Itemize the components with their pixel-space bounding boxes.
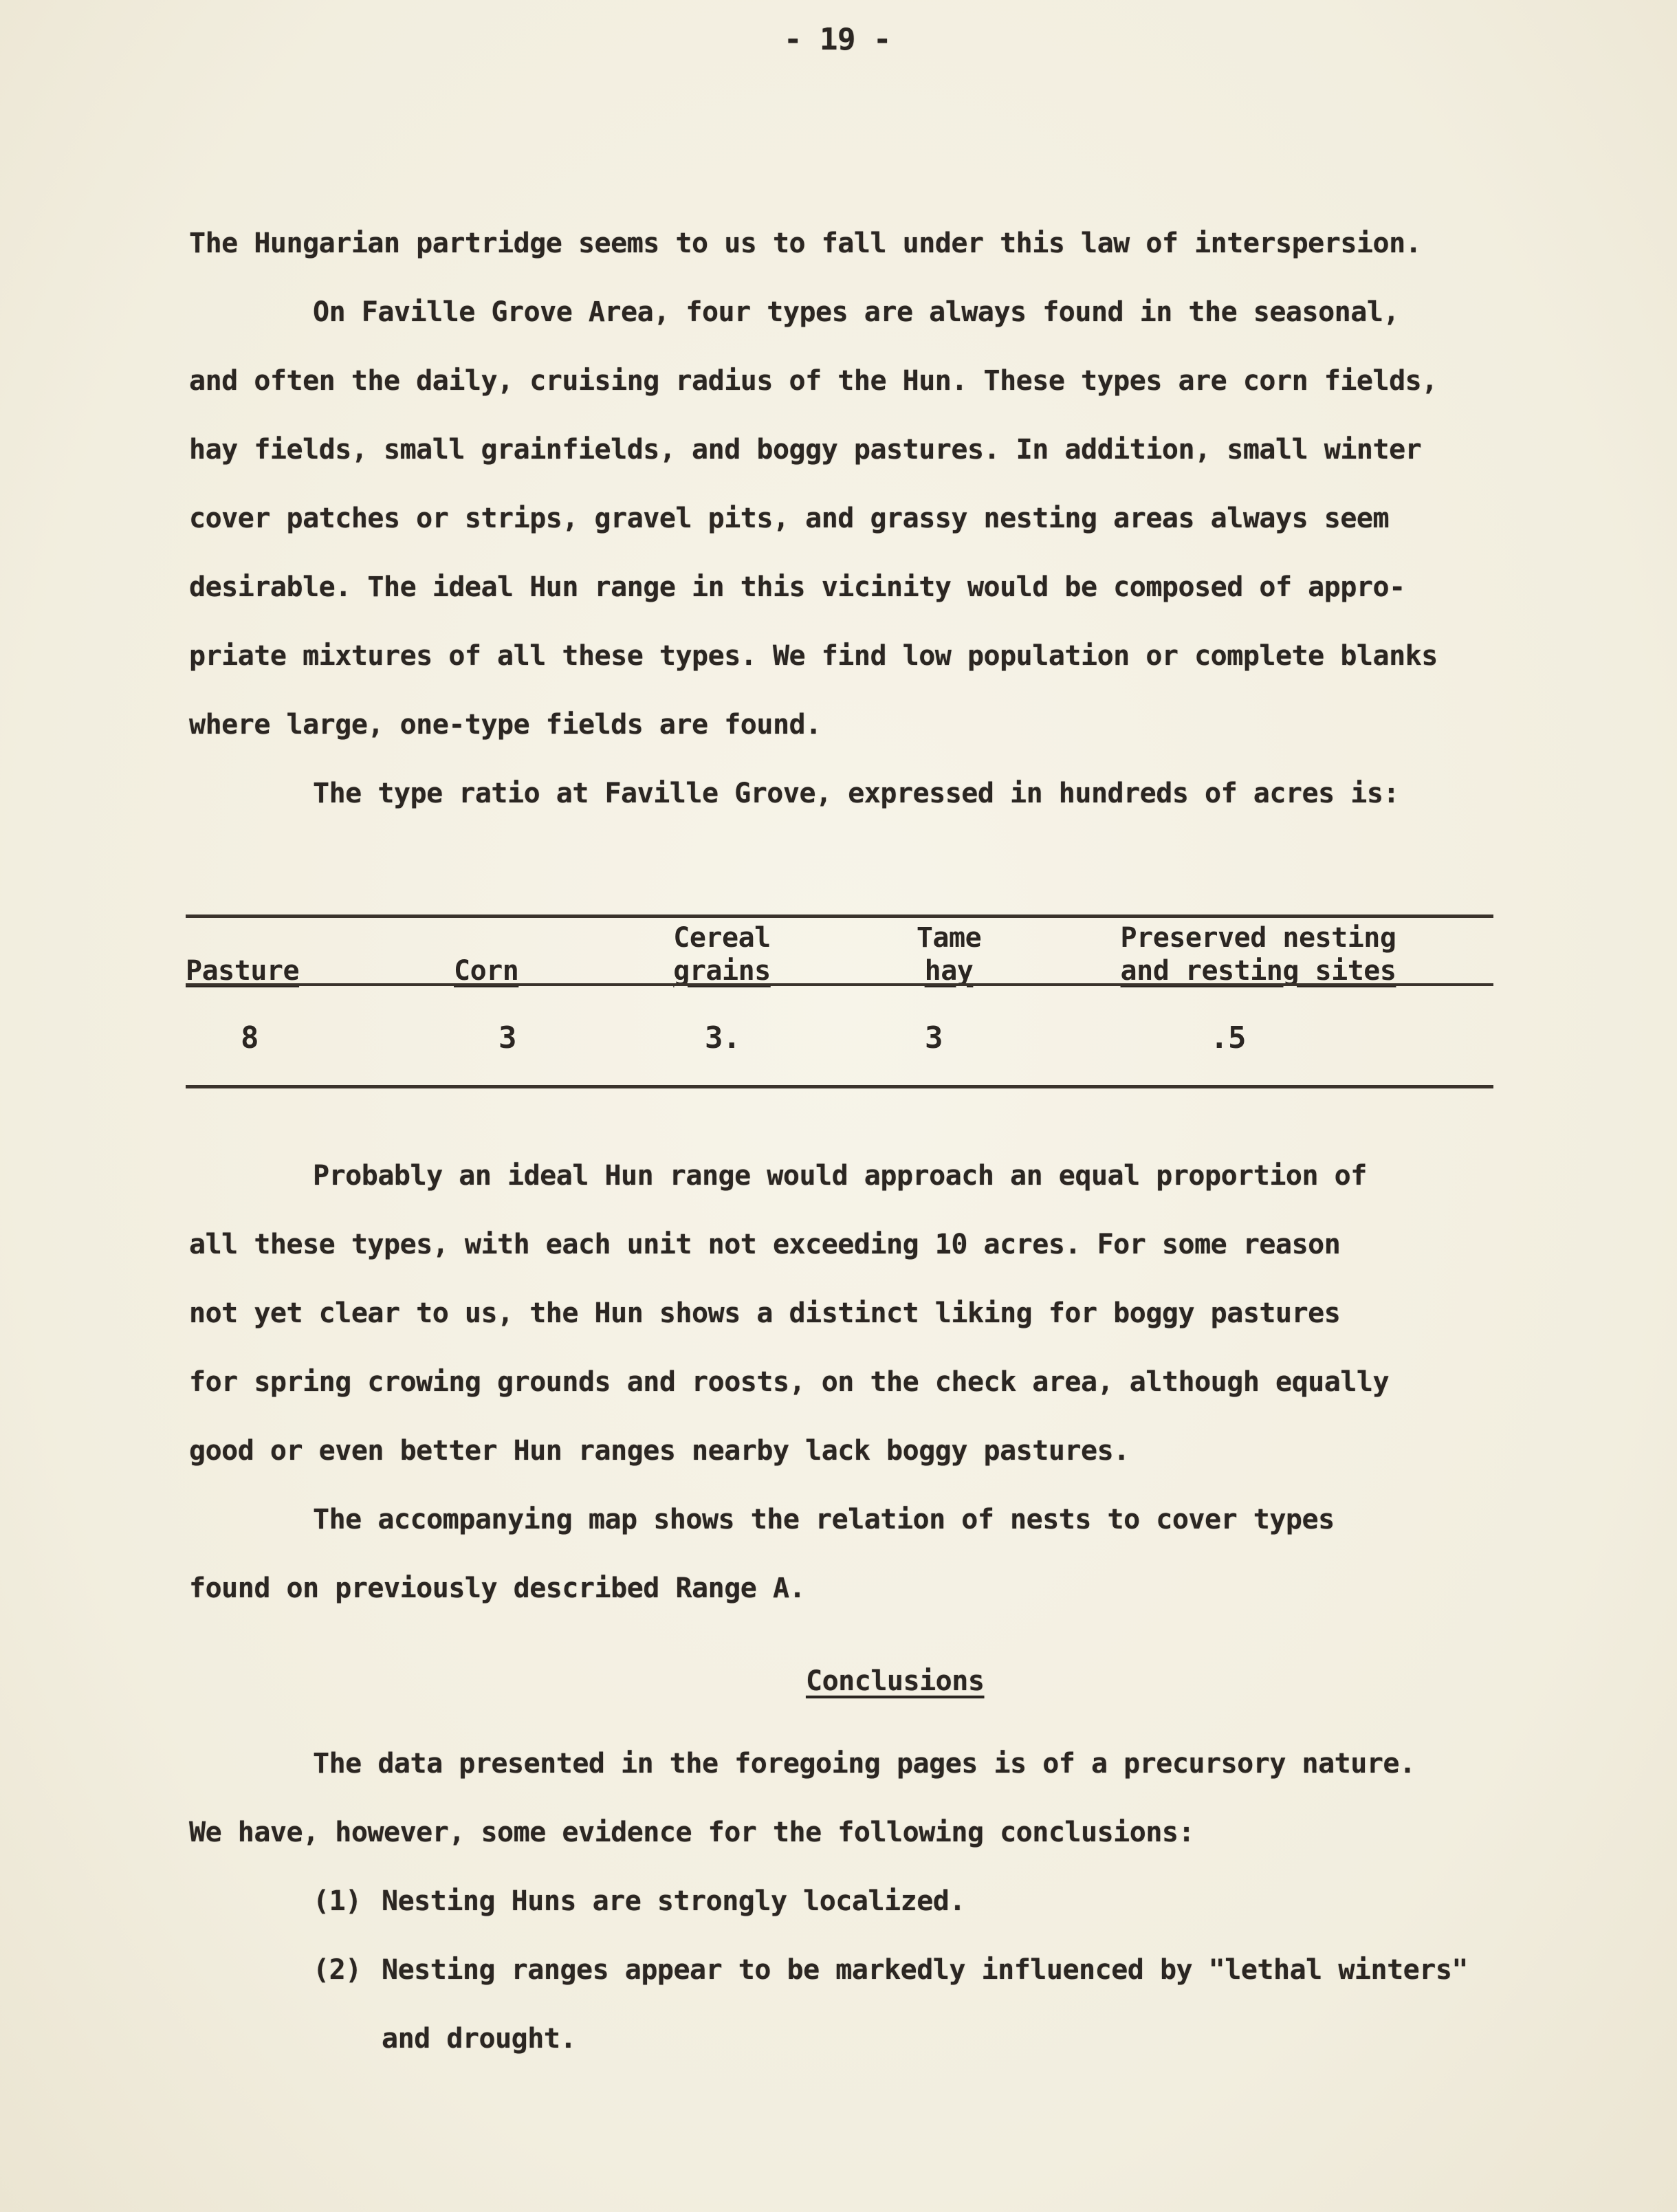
table-header-nesting-sites: Preserved nesting and resting sites [1120,922,1396,987]
list-item-text: Nesting Huns are strongly localized. [382,1885,965,1917]
paragraph-line: all these types, with each unit not exceeding 10 acres. For some reason [189,1229,1341,1260]
conclusions-heading: Conclusions [806,1665,985,1697]
list-item-text: Nesting ranges appear to be markedly influenced by "lethal winters" [382,1954,1468,1986]
table-header-cereal-grains: Cereal grains [673,922,771,987]
paragraph-line: We have, however, some evidence for the following conclusions: [189,1817,1195,1848]
paragraph-line: hay fields, small grainfields, and boggy pastures. In addition, small winter [189,434,1422,466]
table-cell-pasture: 8 [241,1020,259,1055]
table-header-rule [186,983,1493,986]
paragraph-line: The accompanying map shows the relation of nests to cover types [313,1504,1335,1535]
list-item-text: and drought. [382,2023,576,2055]
table-header-tame-hay: Tame hay [916,922,982,987]
paragraph-line: where large, one-type fields are found. [189,709,822,741]
paragraph-line: The Hungarian partridge seems to us to fall under this law of interspersion. [189,228,1422,259]
table-cell-corn: 3 [498,1020,516,1055]
table-header-pasture: Pasture [186,955,300,987]
paragraph-line: not yet clear to us, the Hun shows a distinct liking for boggy pastures [189,1297,1341,1329]
paragraph-line: The data presented in the foregoing pages is of a precursory nature. [313,1748,1416,1780]
page-number: - 19 - [784,22,891,57]
paragraph-line: good or even better Hun ranges nearby lack boggy pastures. [189,1435,1130,1467]
table-bottom-rule [186,1085,1493,1088]
list-item-number: (2) [313,1954,362,1986]
table-top-rule [186,915,1493,918]
table-cell-nesting-sites: .5 [1210,1020,1246,1055]
paragraph-line: desirable. The ideal Hun range in this vicinity would be composed of appro- [189,571,1405,603]
table-cell-tame-hay: 3 [925,1020,943,1055]
paragraph-line: cover patches or strips, gravel pits, and grassy nesting areas always seem [189,503,1390,534]
list-item-number: (1) [313,1885,362,1917]
paragraph-line: On Faville Grove Area, four types are always found in the seasonal, [313,296,1399,328]
paragraph-line: priate mixtures of all these types. We find low population or complete blanks [189,640,1438,672]
paragraph-line: The type ratio at Faville Grove, expressed in hundreds of acres is: [313,778,1399,809]
paragraph-line: and often the daily, cruising radius of the Hun. These types are corn fields, [189,365,1438,397]
paragraph-line: Probably an ideal Hun range would approach an equal proportion of [313,1160,1367,1192]
table-cell-cereal-grains: 3. [705,1020,741,1055]
table-header-corn: Corn [454,955,519,987]
paragraph-line: for spring crowing grounds and roosts, on the check area, although equally [189,1366,1390,1398]
paragraph-line: found on previously described Range A. [189,1573,806,1604]
